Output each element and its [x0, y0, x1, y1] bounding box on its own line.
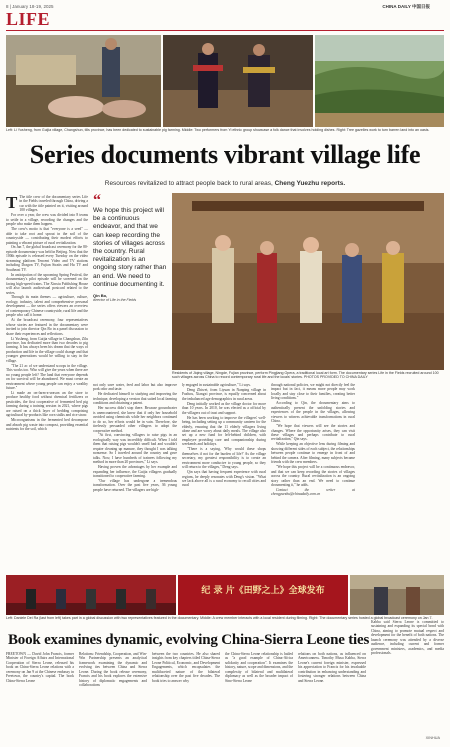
book-article-column-6: Kabba said Sierra Leone is committed to sustaining and expanding its special bond with China, aiming to promote mutual respect and development for the benefit of both nations. The launch ceremony was attended by a diverse audience, including current and former government ministers, academics, and media professionals.: [371, 620, 444, 656]
page-date: 8 | January 18-19, 2025: [6, 4, 54, 9]
photo-panel-discussion: [6, 575, 176, 615]
article-paragraph: "The 21 ac of we understand scoops in the village. This works too. Who will give the years when there are no young people left? The land that everyone depends on for survival will be abandoned. We must create an environment where young people can enjoy a wealthy future.": [6, 363, 88, 391]
article-paragraph: not only save water, feed and labor but also improve pork odor and taste.: [93, 383, 177, 392]
article-paragraph: For over a year, the crew was divided into 8 teams to settle in a village, recording the changes and the people who make them happen.: [6, 213, 88, 227]
newspaper-name: CHINA DAILY 中国日报: [382, 4, 430, 9]
article-paragraph: The crew's motto is that "everyone is a seed" — able to take root and sprout in the soil of the countryside — contributing their modest efforts to painting a vibrant picture of rural revitalization.: [6, 227, 88, 245]
article-paragraph: The title crew of the documentary series Life in the Fields traveled through China, driving a car with the title painted on it, visiting around 100 villages.: [19, 195, 88, 213]
article-paragraph: Having proven the advantages by her example and expanding her influence, the Guijia villagers gradually transitioned to cooperative farming.: [93, 465, 177, 479]
pull-quote-text: We hope this project will be a continuous endeavor, and that we can keep recording the stories of villages across the country. Rural revitalization is an ongoing story rather than an end. We need to continue documenting it.: [93, 207, 167, 288]
writer-contact: Contact the writer at chengyuezhu@chinadaily.com.cn: [271, 487, 355, 497]
article-paragraph: ly engaged in sustainable agriculture," Li says.: [182, 383, 251, 387]
byline: Cheng Yuezhu reports.: [274, 180, 346, 187]
article-paragraph: "There is a saying, 'Why would these shops themselves if not for the burden of life?' As the village secretary, my greatest responsibility is to create an environment more conducive to young people, so they will return to the villages," Deng says.: [182, 447, 266, 470]
pull-quote-name: Qin Bo,: [93, 293, 108, 299]
drop-cap: T: [6, 195, 18, 212]
book-article-column-3: between the two countries. He also shared insights from key chapters titled China-Sierra Leone Political, Economic, and Development Engagements, which encapsulates the multifaceted nature of the bilateral relationship over the past five decades. The book tries to answer why: [152, 652, 220, 683]
photo-banner-ceremony: [178, 575, 348, 615]
article-paragraph: In anticipation of the upcoming Spring Festival, the documentary's pilot episode will be screened on the facing high-speed trains. The Xinxiu Publishing House will also launch audiovisual postcard related to the series.: [6, 272, 88, 295]
book-article-column-1: FREETOWN — David John Francis, former Minister of Foreign Affairs and International Cooperation of Sierra Leone, released his book on China-Sierra Leone relations with a ceremony on Jan 9 at the Chinese embassy in Freetown, the country's capital. The book China-Sierra Leone: [6, 652, 74, 683]
article-paragraph: Microorganisms in the fermented bed decompose and absorb pig waste into compost, providing essential nutrients for the soil, which: [6, 418, 88, 432]
opera-photo-caption: Residents of Jiqing village, Ningde, Fujian province, perform Pingjiang Opera, a traditional local art form. The documentary series Life in the Fields recruited around 100 such villages across China to record contemporary rural life and the locals' stories. PHOTOS PROVIDED TO CHINA DAILY: [172, 371, 439, 380]
footer-source: XINHUA: [425, 736, 440, 740]
pull-quote-title: director of Life in the Fields: [93, 298, 137, 303]
book-article-column-4: the China-Sierra Leone relationship is hailed as "a good example of China-Africa solidarity and cooperation". It examines the history, nature, scope and dimensions, and the complexity of bilateral and multilateral diplomacy as well as the broader impact of Sino-Sierra Leone: [225, 652, 293, 683]
article-column-2: [93, 383, 177, 575]
photo-dance-performers: [163, 35, 313, 127]
article-paragraph: While keeping an objective lens during filming and showing different sides of each subject, the relationships between people continue to emerge in front of and behind the camera. After filming, many subjects became friends with the crew members.: [271, 442, 355, 465]
article-paragraph: "At first, convincing villagers to raise pigs in an ecologically way was incredibly difficult. When I told them that raising pigs wouldn't smell bad and wouldn't require cleaning up manure, they thought I was talking nonsense. So I traveled around the country and gave talks. Now, I have hundreds of trainees following my method in more than 20 provinces," Li says.: [93, 433, 177, 465]
section-divider: [6, 30, 444, 31]
article-column-1: [6, 195, 88, 575]
article-paragraph: "We hope that viewers will see the stories and changes. Where the opportunity arises, they can visit these villages and perhaps contribute to rural revitalization," Qin says.: [271, 424, 355, 442]
article-paragraph: According to Qin, the documentary aims to authentically present the unfolding stories and experiences of the people in the villages, allowing viewers to witness achievable transformations in rural China.: [271, 401, 355, 424]
article-paragraph: Li Yusheng, from Guijia village in Changshun, Zilu province, has dedicated more than two decades to pig farming. It has always been his dream that the ways of production and life in the village could change and that younger generations would be willing to stay in the village.: [6, 336, 88, 363]
article-paragraph: He dedicated himself to studying and improving the technique, developing a version that suited local farming conditions and obtaining a patent.: [93, 392, 177, 406]
bottom-photo-caption: Left: Daniele Dei Ra (last from left) takes part in a global discussion with two representatives featured in the documentary. Middle: A crew member interacts with a local resident during filming. Right: The documentary series hosted a global broadcast ceremony on Jan 7.: [6, 616, 433, 620]
subheadline: [0, 180, 450, 187]
article-column-3: [182, 383, 266, 575]
photo-opera-performance: [172, 193, 444, 370]
article-paragraph: Her success didn't stop there. Because groundwater is unencountered, she knew that if only her household avoided using chemicals while her neighbors continued to do so, her efforts would be in vain. Therefore, she tirelessly persuaded other villagers to adopt the cooperative method.: [93, 406, 177, 433]
book-article-column-2: Relations: Friendship, Cooperation, and Win-Win Partnership presents an analytical framework examining the dynamic and evolving ties between China and Sierra Leone. During the book release ceremony, Francis and his book explores the extensive history of diplomatic engagements and collaborations: [79, 652, 147, 688]
article-paragraph: Deng initially worked as the village doctor for more than 10 years. In 2010, he was elected as a official by the villagers out of trust and support.: [182, 401, 266, 415]
article-paragraph: Through its main themes — agriculture, culture, ecology, industry, talent and comprehensive personal development — the series offers viewers an overview of contemporary Chinese countryside, rural life and the people who call it home.: [6, 295, 88, 318]
section-title: LIFE: [6, 9, 51, 29]
article-paragraph: On Jan 7, the global broadcast ceremony for the 80-episode documentary was held in Beijing. Now that the 100th episode is released every Tuesday on the video streaming platform Tencent Video and TV stations including Dragon TV, Fujian Straits and Hu TV and Southeast TV.: [6, 245, 88, 272]
photo-crew-interaction: [350, 575, 444, 615]
top-photo-caption: Left: Li Yusheng, from Guijia village, Changshun, tills province, has been dedicated to sustainable pig farming. Middle: Two performers from Yi ethnic group showcase a folk dance that involves holding dishes. Right: Tree gazelles work to turn barren land into an oasis.: [6, 128, 430, 132]
article-paragraph: "We hope this project will be a continuous endeavor, and that we can keep recording the stories of villages across the country. Rural revitalization is an ongoing story rather than an end. We need to continue documenting it," he adds.: [271, 465, 355, 487]
photo-pig-farmer: [6, 35, 161, 127]
article-paragraph: Deng Zhiwei, from Liyuan in Nanping village in Fuzhou, Xiangxi province, is equally concerned about the imbalanced age demographics in rural areas.: [182, 387, 266, 401]
book-article-column-5: relations on both nations, as influenced on Americanness. Timothy Musa Kabba, Sierra Leone's current foreign minister, expressed his appreciation to Francis for his invaluable contribution in enhancing understanding and fostering stronger relations between China and Sierra Leone.: [298, 652, 366, 683]
article-paragraph: through national policies, we might not directly feel the impact but in fact, it means more people may work locally and stay close to their families, creating better living conditions.": [271, 383, 355, 401]
book-article-headline: Book examines dynamic, evolving China-Sierra Leone ties: [8, 632, 370, 648]
pull-quote: [93, 192, 167, 375]
article-paragraph: Li made an on-farm-a-season an the store to produce healthy food without chemical fertilizers or pesticides, the first cooperative of fermented bed pig farming during a training session in 2021, where pigs are raised on a thick layer of bedding comprising agricultural by-products like corn stalks and rice straw.: [6, 390, 88, 418]
main-headline: Series documents vibrant village life: [29, 140, 421, 169]
article-paragraph: At the broadcast ceremony, four representatives whose stories are featured in the documentary were invited to join director Qin Bo in a panel discussion to share their experiences and reflections.: [6, 318, 88, 336]
article-column-4: [271, 383, 355, 575]
subheadline-text: Resources revitalized to attract people back to rural areas,: [104, 180, 275, 187]
article-paragraph: He has been working to improve the villagers' well-being, including setting up a community canteen for the elderly, ensuring that the 11 elderly villagers living alone and are worry about daily meals. The village also set up a new fund for left-behind children, with employee providing care and companionship during weekends and holidays.: [182, 415, 266, 447]
article-paragraph: Qin says that having frequent experience with rural regions, he deeply resonates with Deng's vision. "What we lack above all is a rural economy to recall cities and rural: [182, 470, 266, 488]
ceremony-banner-text: 纪 录 片《田野之上》全球发布: [201, 586, 325, 596]
quote-mark-icon: “: [93, 192, 101, 209]
article-paragraph: "Our village has undergone a tremendous transformation. Over the past five years, 36 young people have returned. The villagers are high-: [93, 479, 177, 492]
photo-oasis-landscape: [315, 35, 444, 127]
